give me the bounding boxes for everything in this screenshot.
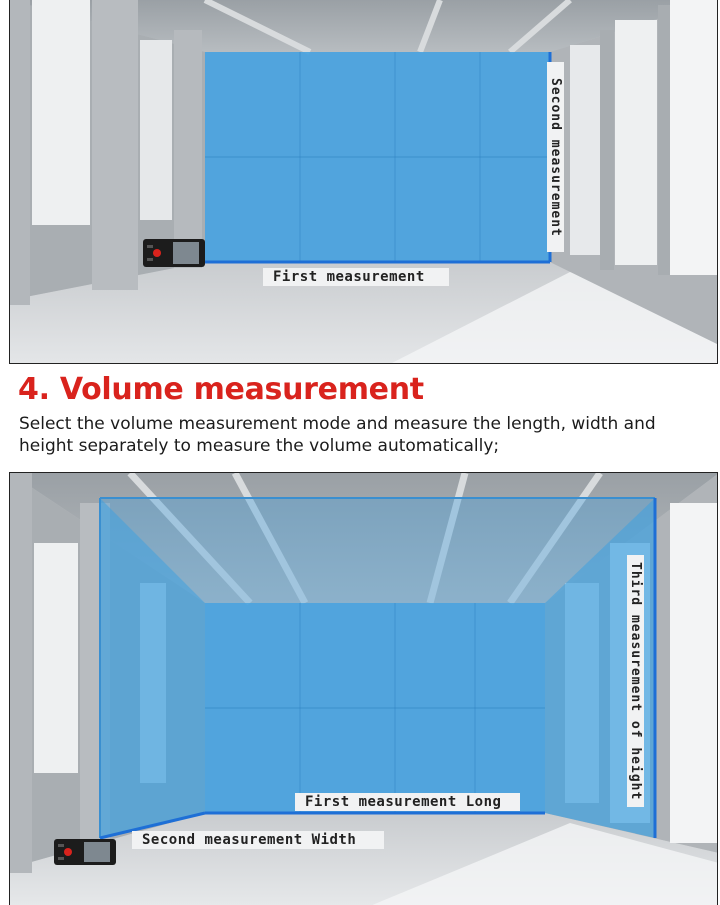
laser-meter-device [143,237,205,269]
label-height-measurement: Third measurement of height [627,555,644,807]
device-icon [54,838,116,866]
room-scene-top [10,0,718,364]
section-title: 4. Volume measurement [18,372,424,407]
laser-meter-device [54,838,116,866]
label-length-measurement: First measurement Long [295,793,520,811]
label-first-measurement: First measurement [263,268,449,286]
label-second-measurement: Second measurement [547,62,564,252]
section-description: Select the volume measurement mode and measure the length, width and height separately to measure the volume automatically; [19,414,656,456]
area-measurement-illustration [9,0,718,364]
device-icon [143,237,205,269]
volume-measurement-illustration [9,472,718,905]
label-width-measurement: Second measurement Width [132,831,384,849]
